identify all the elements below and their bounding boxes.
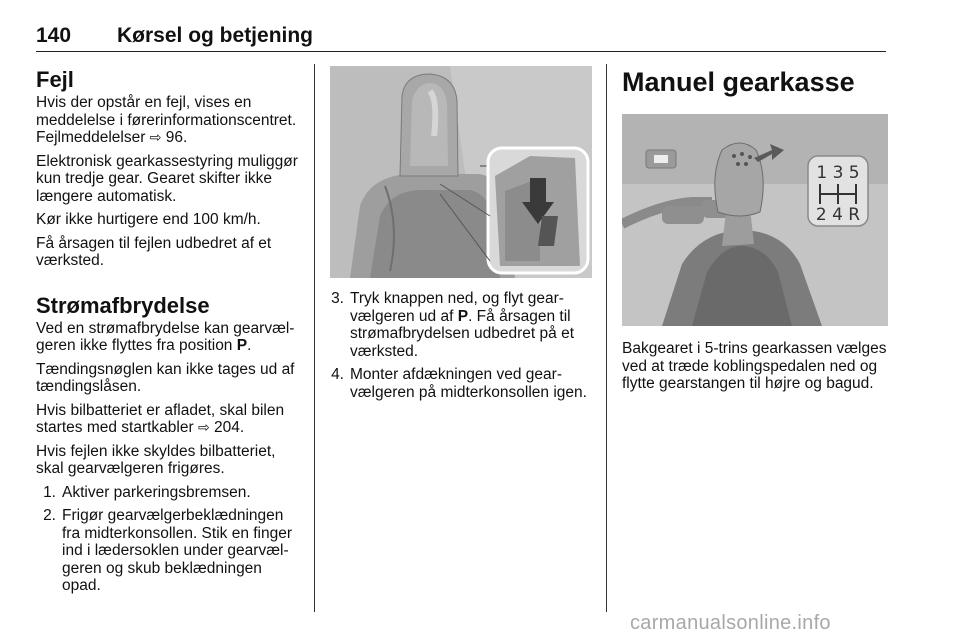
paragraph: Kør ikke hurtigere end 100 km/h. [36, 211, 261, 228]
paragraph: Hvis fejlen ikke skyldes bilbatteriet, skal gearvælgeren frigøres. [36, 442, 276, 477]
paragraph: Bakgearet i 5-trins gearkassen vælges ved at træde koblingspedalen ned og flytte gearstangen til højre og bagud. [622, 340, 887, 392]
paragraph: Få årsagen til fejlen udbedret af et værksted. [36, 234, 272, 269]
page-reference-icon: ⇨ [149, 129, 162, 145]
gear-selector-release-illustration [330, 66, 592, 278]
list-item: 4. Monter afdækningen ved gearvælgeren på midterkonsollen igen. [331, 366, 587, 401]
column-divider [606, 64, 607, 612]
page-reference-link[interactable]: 96. [165, 129, 188, 146]
paragraph: Ved en strømafbrydelse kan gearvælgeren ikke flyttes fra position P. [36, 319, 295, 354]
page-reference-link[interactable]: 204. [214, 419, 245, 436]
page-number: 140 [36, 24, 72, 47]
section-heading-manuel-gearkasse: Manuel gearkasse [622, 67, 855, 97]
gear-selector-illustration [330, 66, 592, 278]
paragraph: Elektronisk gearkassestyring muliggør kun tredje gear. Gearet skifter ikke længere automatisk. [36, 152, 298, 205]
watermark: carmanualsonline.info [630, 612, 831, 634]
chapter-title: Kørsel og betjening [117, 24, 314, 47]
section-heading-fejl: Fejl [36, 67, 74, 92]
section-heading-stromafbrydelse: Strømafbrydelse [36, 292, 210, 318]
gear-pattern-bottom-label: 2 4 R [815, 205, 861, 225]
gear-pattern-top-label: 1 3 5 [816, 163, 860, 183]
column-divider [314, 64, 315, 612]
page-reference-icon: ⇨ [197, 419, 210, 435]
column-left [36, 66, 304, 601]
gear-stick-illustration [622, 114, 888, 326]
column-middle [330, 66, 592, 407]
page-header [36, 20, 886, 52]
paragraph: Hvis der opstår en fejl, vises en meddelelse i førerinformationscentret. Fejlmeddelelser ⇨ 96. [36, 94, 297, 146]
list-item: 2. Frigør gearvælgerbeklædningen fra midterkonsollen. Stik en finger ind i lædersoklen under gearvælgeren og skub beklædningen opad. [43, 507, 293, 594]
step-list [36, 484, 304, 595]
column-right [622, 66, 888, 399]
paragraph: Hvis bilbatteriet er afladet, skal bilen startes med startkabler ⇨ 204. [36, 401, 285, 436]
manual-gearbox-illustration [622, 114, 888, 326]
list-item: 1. Aktiver parkeringsbremsen. [43, 483, 251, 501]
list-item: 3. Tryk knappen ned, og flyt gearvælgeren ud af P. Få årsagen til strømafbrydelsen udbedret på et værksted. [331, 290, 575, 360]
paragraph: Tændingsnøglen kan ikke tages ud af tændingslåsen. [36, 360, 295, 395]
